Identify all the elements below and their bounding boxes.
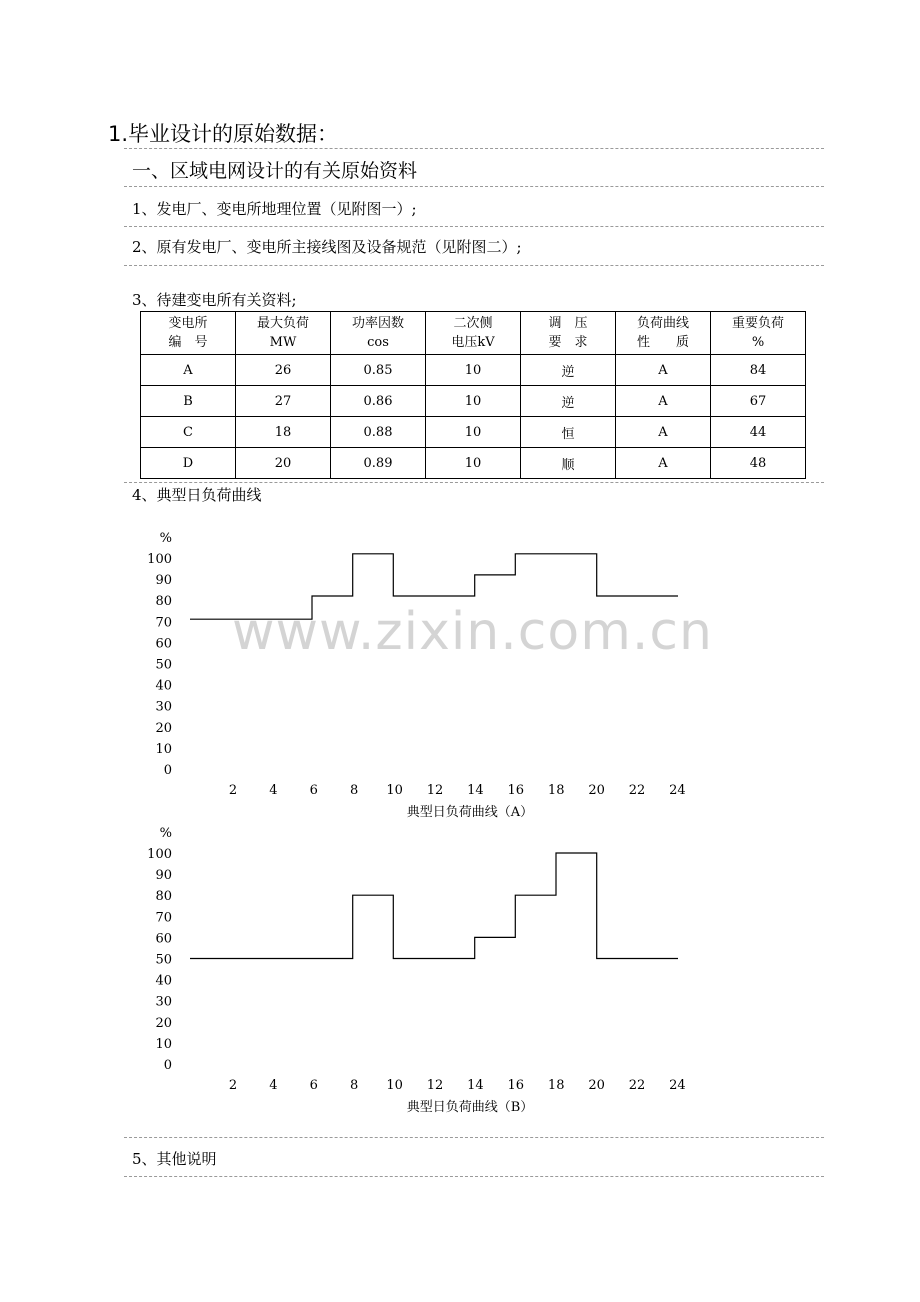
section-title: 一、区域电网设计的有关原始资料	[132, 160, 418, 182]
y-tick-label: 50	[155, 952, 172, 968]
chart-caption: 典型日负荷曲线（B）	[406, 1100, 534, 1115]
divider	[124, 1176, 824, 1177]
table-cell: A	[616, 355, 711, 386]
header-line: MW	[269, 335, 297, 350]
doc-heading: 1.毕业设计的原始数据：	[108, 122, 339, 146]
x-tick-label: 6	[309, 1078, 318, 1093]
table-cell: 10	[426, 355, 521, 386]
table-header-cell	[616, 312, 711, 355]
table-cell: 27	[236, 386, 331, 417]
header-line: 编 号	[168, 335, 208, 350]
header-line: 功率因数	[351, 316, 404, 331]
y-tick-label: 10	[155, 741, 172, 757]
table-cell: 18	[236, 417, 331, 448]
divider	[124, 186, 824, 187]
x-tick-label: 14	[467, 1078, 484, 1093]
header-line: %	[751, 335, 765, 350]
x-tick-label: 10	[386, 1078, 403, 1093]
x-tick-label: 12	[426, 1078, 444, 1093]
table-cell: 0.89	[331, 448, 426, 479]
table-header-cell	[141, 312, 236, 355]
y-tick-label: 90	[155, 868, 172, 884]
load-curve-chart-b	[0, 825, 920, 1117]
y-tick-label: 60	[155, 931, 172, 947]
header-line: 性 质	[636, 335, 689, 350]
y-tick-label: 70	[155, 615, 172, 631]
table-row	[141, 448, 806, 479]
table-cell: 10	[426, 386, 521, 417]
table-header-row	[141, 312, 806, 355]
y-tick-label: 0	[163, 763, 172, 778]
x-tick-label: 8	[350, 1078, 359, 1093]
x-tick-label: 24	[669, 783, 686, 798]
table-cell: 逆	[521, 386, 616, 417]
x-tick-label: 22	[628, 1078, 646, 1093]
table-cell: 10	[426, 417, 521, 448]
divider	[124, 148, 824, 149]
table-cell: D	[141, 448, 236, 479]
y-tick-label: 30	[155, 994, 172, 1010]
divider	[124, 1137, 824, 1138]
table-cell: 48	[711, 448, 806, 479]
header-line: 要 求	[548, 335, 588, 350]
divider	[124, 265, 824, 266]
header-line: 电压kV	[451, 335, 495, 350]
table-cell: 恒	[521, 417, 616, 448]
x-tick-label: 20	[588, 1078, 605, 1093]
table-header-cell	[426, 312, 521, 355]
y-tick-label: 70	[155, 910, 172, 926]
table-cell: A	[616, 417, 711, 448]
x-tick-label: 24	[669, 1078, 686, 1093]
table-header-cell	[521, 312, 616, 355]
item-5: 5、其他说明	[132, 1150, 217, 1168]
y-tick-label: 20	[155, 1015, 172, 1031]
header-line: cos	[367, 335, 389, 350]
table-row	[141, 355, 806, 386]
table-row	[141, 417, 806, 448]
table-header-cell	[236, 312, 331, 355]
load-curve-chart-a	[0, 530, 920, 822]
header-line: 最大负荷	[256, 316, 309, 331]
y-tick-label: 80	[155, 889, 172, 905]
x-tick-label: 14	[467, 783, 484, 798]
table-cell: 逆	[521, 355, 616, 386]
y-tick-label: 50	[155, 657, 172, 673]
table-cell: 顺	[521, 448, 616, 479]
y-tick-label: 40	[155, 678, 172, 694]
item-4: 4、典型日负荷曲线	[132, 486, 262, 504]
table-cell: 20	[236, 448, 331, 479]
load-curve-line	[190, 853, 678, 959]
y-tick-label: 60	[155, 636, 172, 652]
y-axis-unit-label: %	[159, 531, 172, 546]
table-row	[141, 386, 806, 417]
y-tick-label: 90	[155, 573, 172, 589]
x-tick-label: 18	[547, 1078, 565, 1093]
table-cell: 26	[236, 355, 331, 386]
table-cell: 44	[711, 417, 806, 448]
watermark: www.zixin.com.cn	[232, 602, 713, 662]
x-tick-label: 16	[507, 783, 525, 798]
item-3: 3、待建变电所有关资料;	[132, 291, 297, 309]
header-line: 二次侧	[453, 316, 493, 331]
x-tick-label: 20	[588, 783, 605, 798]
x-tick-label: 16	[507, 1078, 525, 1093]
header-line: 变电所	[168, 316, 208, 331]
x-tick-label: 2	[228, 1078, 238, 1093]
divider	[124, 226, 824, 227]
x-tick-label: 18	[547, 783, 565, 798]
x-tick-label: 4	[269, 783, 278, 798]
table-cell: A	[141, 355, 236, 386]
y-tick-label: 100	[147, 552, 172, 567]
y-tick-label: 20	[155, 720, 172, 736]
table-cell: A	[616, 448, 711, 479]
y-tick-label: 10	[155, 1036, 172, 1052]
x-tick-label: 22	[628, 783, 646, 798]
table-cell: 0.88	[331, 417, 426, 448]
y-tick-label: 80	[155, 594, 172, 610]
table-header-cell	[331, 312, 426, 355]
table-cell: 0.86	[331, 386, 426, 417]
chart-caption: 典型日负荷曲线（A）	[406, 805, 534, 820]
y-tick-label: 0	[163, 1058, 172, 1073]
x-tick-label: 8	[350, 783, 359, 798]
y-tick-label: 40	[155, 973, 172, 989]
table-cell: 0.85	[331, 355, 426, 386]
table-cell: B	[141, 386, 236, 417]
x-tick-label: 4	[269, 1078, 278, 1093]
item-2: 2、原有发电厂、变电所主接线图及设备规范（见附图二）;	[132, 238, 522, 256]
table-header-cell	[711, 312, 806, 355]
divider	[124, 482, 824, 483]
x-tick-label: 10	[386, 783, 403, 798]
table-cell: 10	[426, 448, 521, 479]
item-1: 1、发电厂、变电所地理位置（见附图一）;	[132, 200, 417, 218]
substation-table	[140, 311, 806, 479]
table-cell: 67	[711, 386, 806, 417]
table-cell: A	[616, 386, 711, 417]
header-line: 负荷曲线	[636, 316, 689, 331]
table-cell: C	[141, 417, 236, 448]
x-tick-label: 12	[426, 783, 444, 798]
y-tick-label: 100	[147, 847, 172, 862]
x-tick-label: 6	[309, 783, 318, 798]
table-cell: 84	[711, 355, 806, 386]
header-line: 调 压	[548, 316, 588, 331]
x-tick-label: 2	[228, 783, 238, 798]
y-axis-unit-label: %	[159, 826, 172, 841]
y-tick-label: 30	[155, 699, 172, 715]
header-line: 重要负荷	[731, 316, 784, 331]
